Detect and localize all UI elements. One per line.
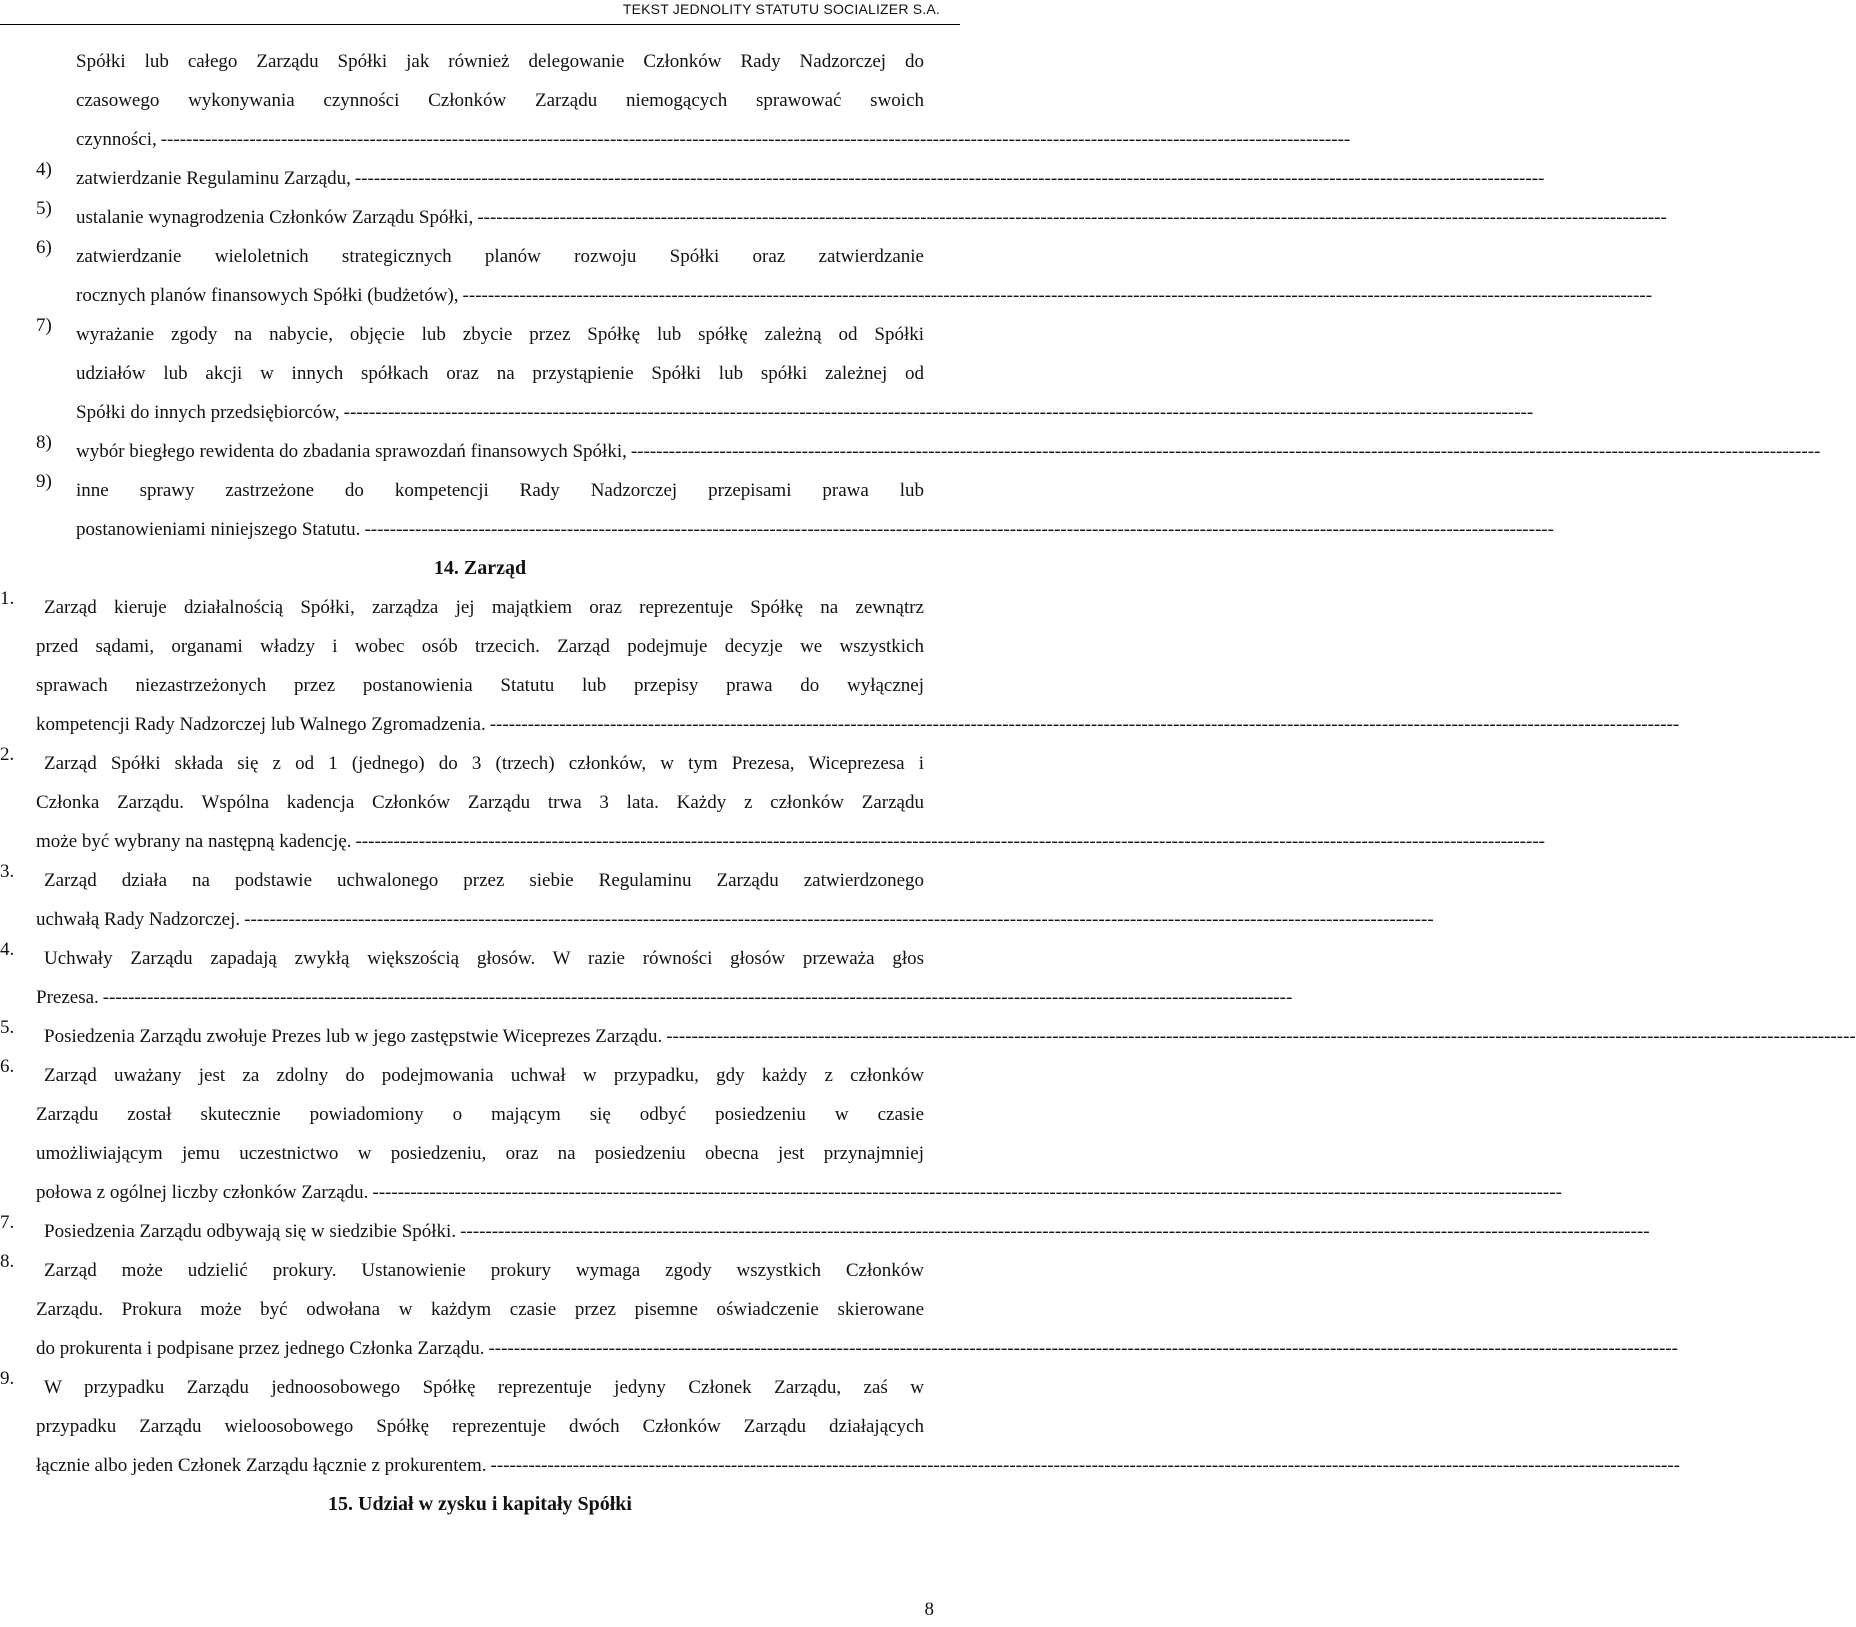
paragraph [0, 1056, 1562, 1212]
text-line [36, 354, 924, 393]
list-item-number: 4) [36, 159, 52, 180]
text-line-content: ustalanie wynagrodzenia Członków Zarządu Spółki, [76, 207, 474, 228]
text-line-content: Członka Zarządu. Wspólna kadencja Członków Zarządu trwa 3 lata. Każdy z członków Zarządu [36, 792, 924, 813]
dash-filler: -------------------------------------------------------------------------------------------------------------------------------------------------------------------------------------------- [462, 285, 1653, 306]
competence-list [36, 159, 1821, 549]
text-line-content: łącznie albo jeden Członek Zarządu łącznie z prokurentem. [36, 1455, 487, 1476]
text-line [36, 939, 924, 978]
text-line-content: sprawach niezastrzeżonych przez postanowienia Statutu lub przepisy prawa do wyłącznej [36, 675, 924, 696]
paragraph-number: 3. [0, 861, 15, 882]
text-line [36, 744, 924, 783]
text-line [36, 861, 924, 900]
document-header [623, 0, 940, 26]
text-line-content: Prezesa. [36, 987, 99, 1008]
paragraph [0, 1251, 1678, 1368]
list-item [36, 198, 1667, 237]
text-line-content: Uchwały Zarządu zapadają zwykłą większością głosów. W razie równości głosów przeważa głos [44, 948, 924, 969]
text-line-content: kompetencji Rady Nadzorczej lub Walnego Zgromadzenia. [36, 714, 486, 735]
paragraph [0, 588, 1680, 744]
dash-filler: -------------------------------------------------------------------------------------------------------------------------------------------------------------------------------------------- [488, 1338, 1678, 1359]
text-line [36, 588, 924, 627]
text-line [36, 1446, 1681, 1485]
paragraph-number: 6. [0, 1056, 15, 1077]
text-line-content: uchwałą Rady Nadzorczej. [36, 909, 241, 930]
dash-filler: -------------------------------------------------------------------------------------------------------------------------------------------------------------------------------------------- [490, 1455, 1681, 1476]
text-line-content: postanowieniami niniejszego Statutu. [76, 519, 361, 540]
list-item-number: 8) [36, 432, 52, 453]
text-line [36, 1017, 1856, 1056]
paragraph [0, 939, 1293, 1017]
text-line-content: Zarząd kieruje działalnością Spółki, zarządza jej majątkiem oraz reprezentuje Spółkę na zewnątrz [44, 597, 924, 618]
dash-filler: -------------------------------------------------------------------------------------------------------------------------------------------------------------------------------------------- [343, 402, 1534, 423]
list-item [36, 237, 1653, 315]
dash-filler: -------------------------------------------------------------------------------------------------------------------------------------------------------------------------------------------- [364, 519, 1554, 540]
dash-filler: -------------------------------------------------------------------------------------------------------------------------------------------------------------------------------------------- [477, 207, 1667, 228]
section-heading-text: 14. Zarząd [433, 557, 527, 579]
text-line-content: Spółki do innych przedsiębiorców, [76, 402, 340, 423]
section-heading-15 [36, 1485, 924, 1524]
text-line-content: Zarząd uważany jest za zdolny do podejmowania uchwał w przypadku, gdy każdy z członków [44, 1065, 924, 1086]
text-line [36, 627, 924, 666]
section-heading-14 [36, 549, 924, 588]
text-line-content: Zarządu został skutecznie powiadomiony o mającym się odbyć posiedzeniu w czasie [36, 1104, 924, 1125]
text-line [36, 1407, 924, 1446]
section-heading-text: 15. Udział w zysku i kapitały Spółki [328, 1493, 632, 1515]
text-line [36, 471, 924, 510]
paragraph [0, 1212, 1650, 1251]
dash-filler: -------------------------------------------------------------------------------------------------------------------------------------------------------------------------------------------- [666, 1026, 1856, 1047]
text-line: Spółki lub całego Zarządu Spółki jak również delegowanie Członków Rady Nadzorczej do [76, 51, 924, 72]
text-line-content: wybór biegłego rewidenta do zbadania sprawozdań finansowych Spółki, [76, 441, 627, 462]
text-line-content: czynności, [76, 129, 157, 150]
text-line [36, 1056, 924, 1095]
dash-filler: -------------------------------------------------------------------------------------------------------------------------------------------------------------------------------------------- [372, 1182, 1562, 1203]
document-header-title: TEKST JEDNOLITY STATUTU SOCIALIZER S.A. [622, 1, 940, 17]
text-line [36, 783, 924, 822]
text-line-content: przed sądami, organami władzy i wobec osób trzecich. Zarząd podejmuje decyzje we wszystkich [36, 636, 924, 657]
intro-continuation [36, 42, 1351, 159]
text-line [36, 1251, 924, 1290]
text-line [36, 237, 924, 276]
text-line [36, 666, 924, 705]
text-line [36, 1173, 1562, 1212]
paragraph-number: 5. [0, 1017, 15, 1038]
list-item [36, 432, 1821, 471]
paragraph [0, 1017, 1856, 1056]
text-line [36, 1290, 924, 1329]
text-line-content: połowa z ogólnej liczby członków Zarządu. [36, 1182, 369, 1203]
paragraph-number: 7. [0, 1212, 15, 1233]
text-line-content: Zarządu. Prokura może być odwołana w każdym czasie przez pisemne oświadczenie skierowane [36, 1299, 924, 1320]
text-line-content: do prokurenta i podpisane przez jednego Członka Zarządu. [36, 1338, 485, 1359]
text-line [36, 822, 1545, 861]
paragraph-number: 1. [0, 588, 15, 609]
text-line-content: Zarząd Spółki składa się z od 1 (jednego) do 3 (trzech) członków, w tym Prezesa, Wiceprezesa i [44, 753, 924, 774]
text-line [36, 1212, 1650, 1251]
text-line [36, 978, 1293, 1017]
paragraph-number: 9. [0, 1368, 15, 1389]
dash-filler: -------------------------------------------------------------------------------------------------------------------------------------------------------------------------------------------- [354, 168, 1545, 189]
text-line-content: przypadku Zarządu wieloosobowego Spółkę reprezentuje dwóch Członków Zarządu działających [36, 1416, 924, 1437]
text-line-content: Posiedzenia Zarządu zwołuje Prezes lub w jego zastępstwie Wiceprezes Zarządu. [44, 1026, 663, 1047]
text-line [36, 393, 1534, 432]
text-line-content: wyrażanie zgody na nabycie, objęcie lub zbycie przez Spółkę lub spółkę zależną od Spółki [76, 324, 924, 345]
list-item-number: 5) [36, 198, 52, 219]
text-line-content: zatwierdzanie wieloletnich strategicznych planów rozwoju Spółki oraz zatwierdzanie [76, 246, 924, 267]
text-line-content: inne sprawy zastrzeżone do kompetencji Rady Nadzorczej przepisami prawa lub [76, 480, 924, 501]
dash-filler: -------------------------------------------------------------------------------------------------------------------------------------------------------------------------------------------- [244, 909, 1434, 930]
dash-filler: -------------------------------------------------------------------------------------------------------------------------------------------------------------------------------------------- [102, 987, 1293, 1008]
text-line-content: zatwierdzanie Regulaminu Zarządu, [76, 168, 351, 189]
list-item [36, 471, 1554, 549]
paragraph [0, 861, 1434, 939]
list-item-number: 9) [36, 471, 52, 492]
text-line [36, 432, 1821, 471]
header-divider [0, 24, 960, 25]
paragraph-number: 2. [0, 744, 15, 765]
text-line-content: W przypadku Zarządu jednoosobowego Spółkę reprezentuje jedyny Członek Zarządu, zaś w [44, 1377, 924, 1398]
paragraph-number: 4. [0, 939, 15, 960]
dash-filler: -------------------------------------------------------------------------------------------------------------------------------------------------------------------------------------------- [489, 714, 1680, 735]
text-line-content: umożliwiającym jemu uczestnictwo w posiedzeniu, oraz na posiedzeniu obecna jest przynajmniej [36, 1143, 924, 1164]
text-line [36, 315, 924, 354]
dash-filler: -------------------------------------------------------------------------------------------------------------------------------------------------------------------------------------------- [355, 831, 1545, 852]
text-line-content: rocznych planów finansowych Spółki (budżetów), [76, 285, 459, 306]
text-line [36, 1134, 924, 1173]
list-item [36, 159, 1545, 198]
text-line-content: Posiedzenia Zarządu odbywają się w siedzibie Spółki. [44, 1221, 457, 1242]
document-body [0, 42, 1856, 1524]
paragraph [0, 744, 1545, 861]
text-line [36, 1329, 1678, 1368]
text-line-content: udziałów lub akcji w innych spółkach oraz na przystąpienie Spółki lub spółki zależnej od [76, 363, 924, 384]
text-line [36, 1368, 924, 1407]
dash-filler: -------------------------------------------------------------------------------------------------------------------------------------------------------------------------------------------- [160, 129, 1351, 150]
text-line [36, 900, 1434, 939]
text-line [36, 1095, 924, 1134]
page-number: 8 [924, 1599, 934, 1620]
paragraph-number: 8. [0, 1251, 15, 1272]
text-line [36, 510, 1554, 549]
text-line-content: może być wybrany na następną kadencję. [36, 831, 352, 852]
list-item-number: 6) [36, 237, 52, 258]
text-line [36, 159, 1545, 198]
text-line [36, 705, 1680, 744]
list-item [36, 315, 1534, 432]
dash-filler: -------------------------------------------------------------------------------------------------------------------------------------------------------------------------------------------- [460, 1221, 1650, 1242]
text-line-content: Zarząd działa na podstawie uchwalonego przez siebie Regulaminu Zarządu zatwierdzonego [44, 870, 924, 891]
dash-filler: -------------------------------------------------------------------------------------------------------------------------------------------------------------------------------------------- [630, 441, 1821, 462]
text-line: czasowego wykonywania czynności Członków Zarządu niemogących sprawować swoich [76, 90, 924, 111]
management-board-paragraphs [0, 588, 1856, 1485]
text-line [36, 120, 1351, 159]
text-line-content: Zarząd może udzielić prokury. Ustanowienie prokury wymaga zgody wszystkich Członków [44, 1260, 924, 1281]
text-line [36, 276, 1653, 315]
list-item-number: 7) [36, 315, 52, 336]
paragraph [0, 1368, 1681, 1485]
text-line [36, 198, 1667, 237]
